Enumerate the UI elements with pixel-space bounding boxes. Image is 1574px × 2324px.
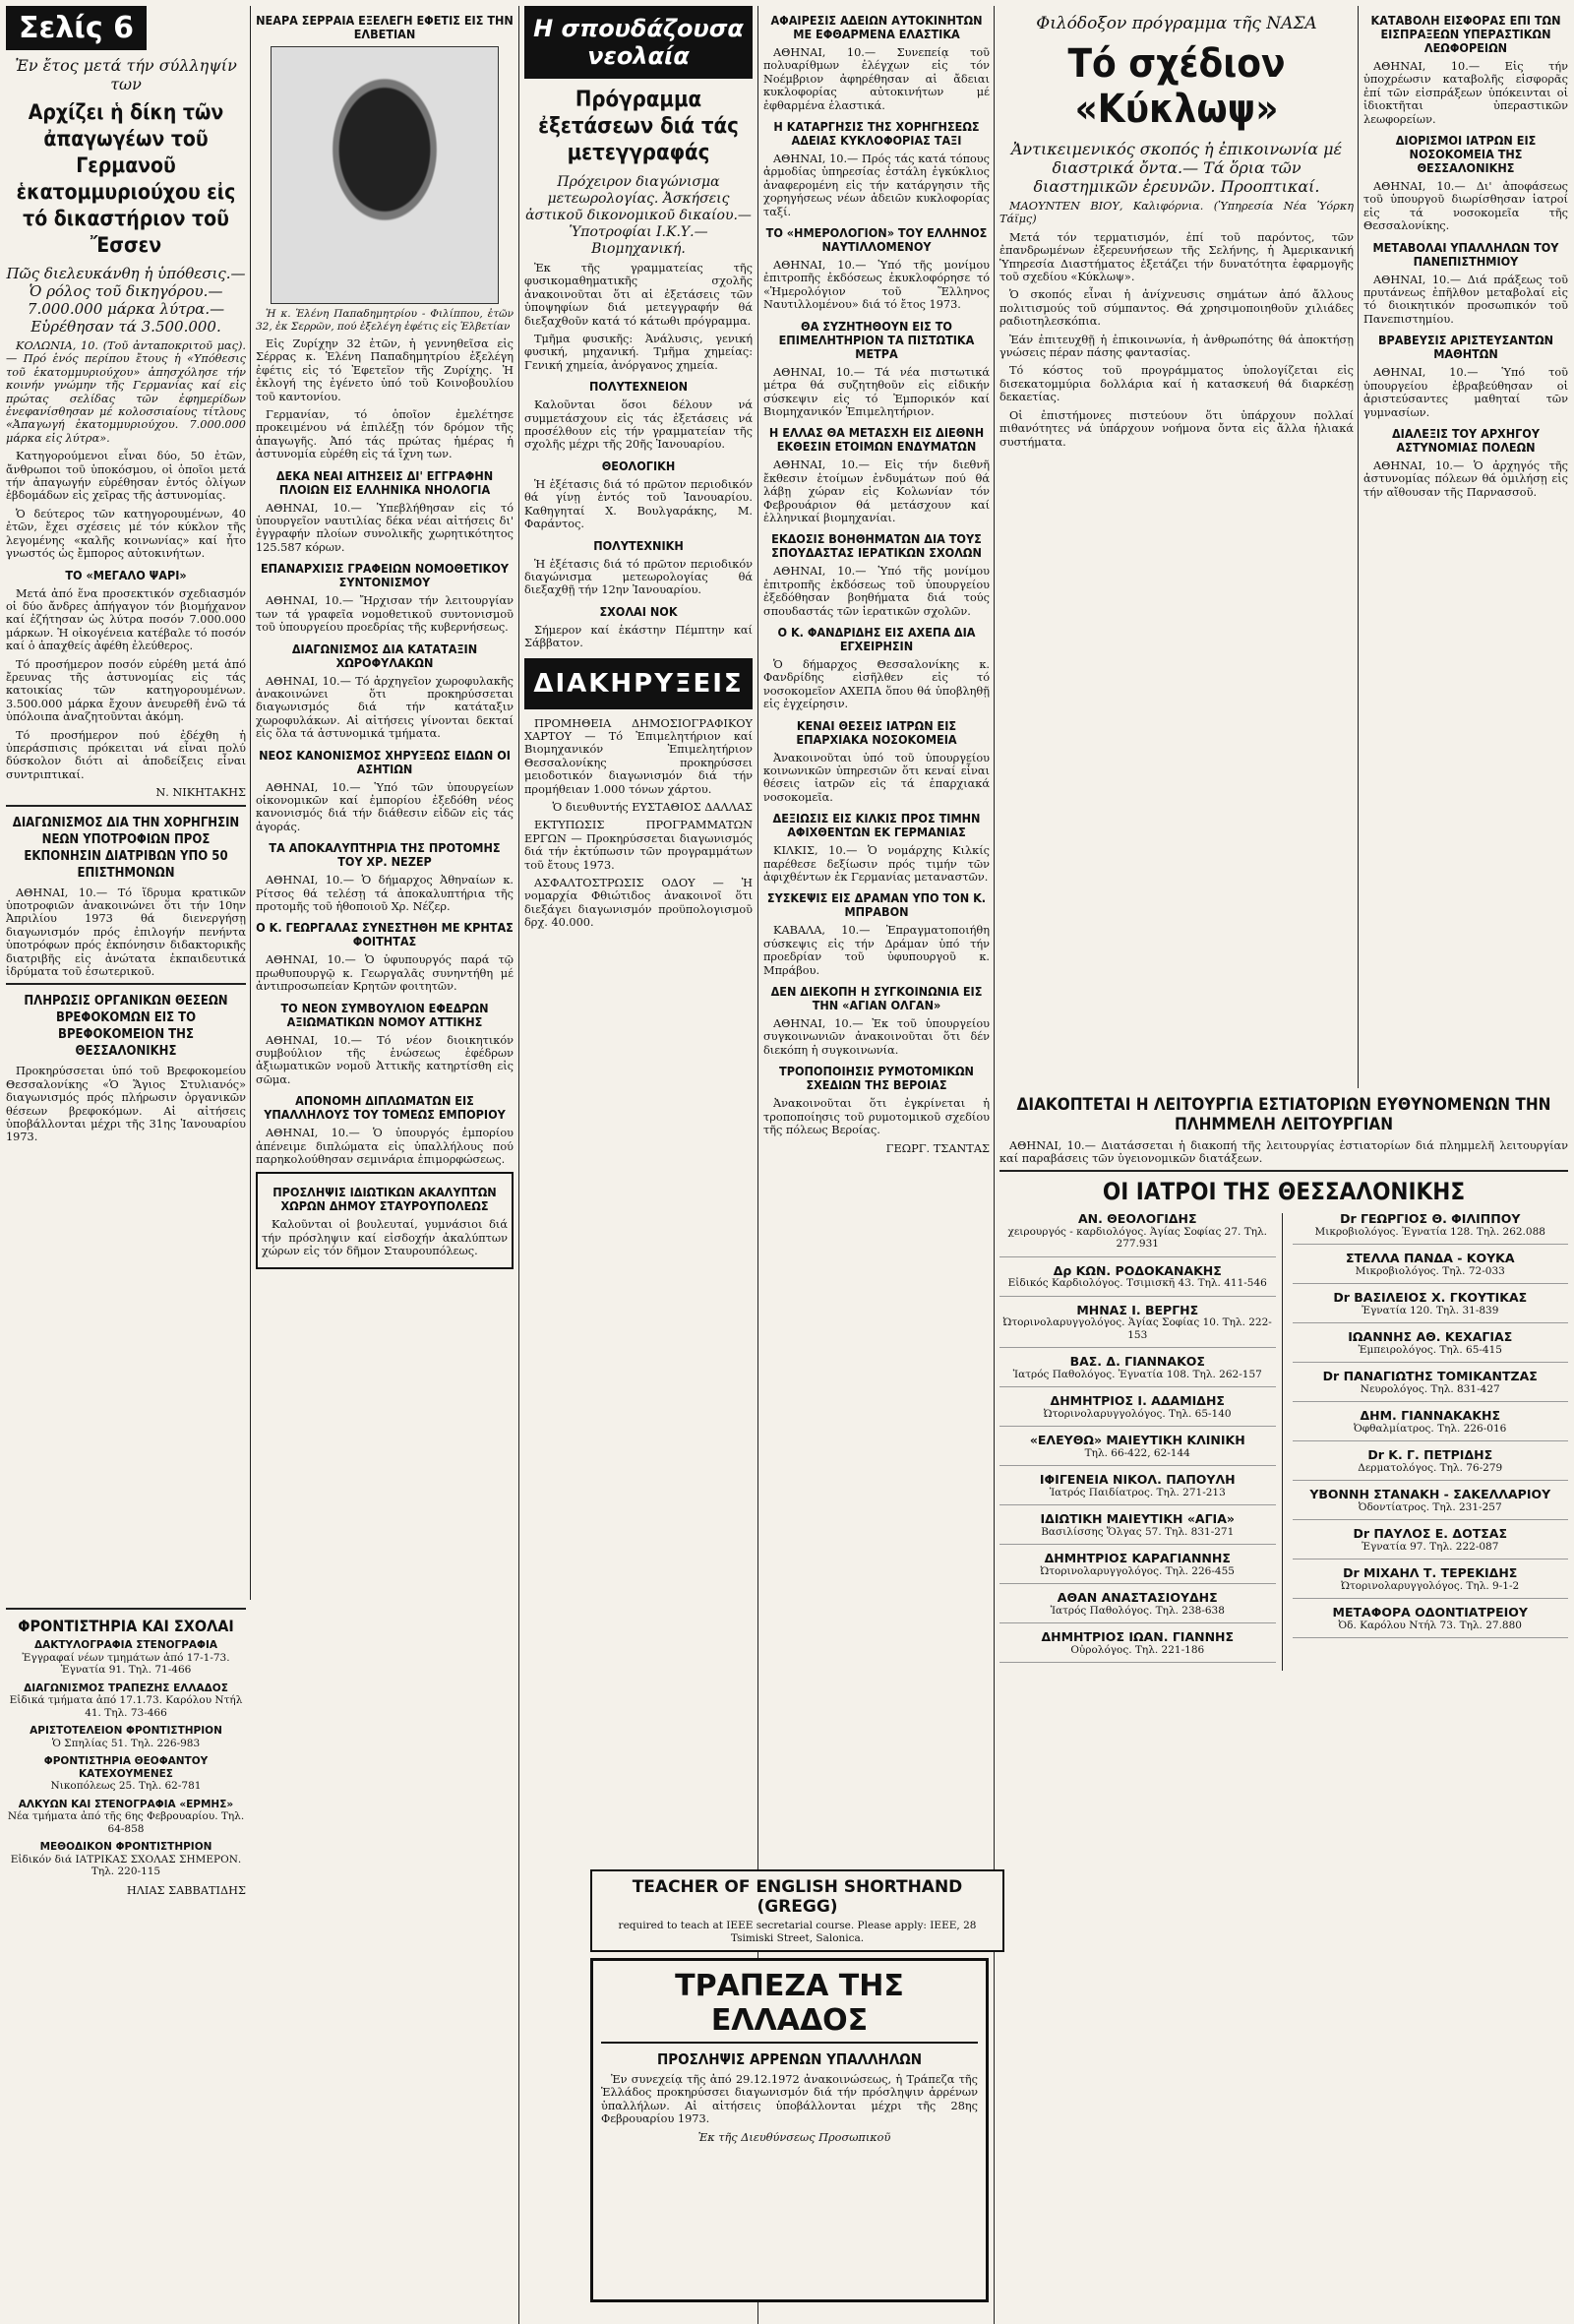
article-paragraph: Τό προσήμερον πού ἐδέχθη ἡ ὑπεράσπισις πρόκειται νά εἶναι πολύ δύσκολον διότι αἱ ἀποδείξεις εἶναι συντριπτικαί. (6, 728, 246, 781)
news-heading: ΤΟ ΝΕΟΝ ΣΥΜΒΟΥΛΙΟΝ ΕΦΕΔΡΩΝ ΑΞΙΩΜΑΤΙΚΩΝ ΝΟΜΟΥ ΑΤΤΙΚΗΣ (280, 1000, 489, 1029)
doctor-details: Ἰατρός Παθολόγος. Τηλ. 238-638 (1050, 1604, 1225, 1617)
news-heading: ΝΕΟΣ ΚΑΝΟΝΙΣΜΟΣ ΧΗΡΥΞΕΩΣ ΕΙΔΩΝ ΟΙ ΑΣΗΤΙΩΝ (259, 747, 511, 776)
doctor-listing (999, 1262, 1276, 1297)
news-paragraph: ΑΘΗΝΑΙ, 10.— Εἰς τήν ὑποχρέωσιν καταβολῆς εἰσφορᾶς ἐπί τῶν εἰσπράξεων ὑπόκεινται οἱ ἰδιοκτῆται ὑπεραστικῶν λεωφορείων. (1363, 60, 1568, 126)
doctor-details: Ὠτορινολαρυγγολόγος. Τηλ. 226-455 (1040, 1564, 1235, 1577)
news-heading: ΤΟ «ΗΜΕΡΟΛΟΓΙΟΝ» ΤΟΥ ΕΛΛΗΝΟΣ ΝΑΥΤΙΛΛΟΜΕΝΟΥ (765, 225, 988, 255)
doctor-details: Ὀφθαλμίατρος. Τηλ. 226-016 (1354, 1422, 1507, 1435)
doctor-name: Dr ΒΑΣΙΛΕΙΟΣ Χ. ΓΚΟΥΤΙΚΑΣ (1333, 1290, 1528, 1305)
column-6 (1363, 6, 1568, 1088)
article-paragraph: Ἐκ τῆς γραμματείας τῆς φυσικομαθηματικῆς σχολῆς ἀνακοινοῦται ὅτι αἱ ἐξετάσεις τῶν ὑποψηφίων διά μετεγγραφήν θά διεξαχθοῦν κατά τό κάτωθι πρόγραμμα. (524, 262, 753, 328)
doctor-name: ΔΗΜ. ΓΙΑΝΝΑΚΑΚΗΣ (1360, 1408, 1501, 1423)
article-byline: Ν. ΝΙΚΗΤΑΚΗΣ (155, 786, 246, 800)
article-headline: Αρχίζει ἡ δίκη τῶν ἀπαγωγέων τοῦ Γερμανοῦ ἑκατομμυριούχου εἰς τό δικαστήριον τοῦ Ἔσσεν (16, 100, 236, 257)
doctor-listing (1293, 1449, 1569, 1481)
school-ad: ΜΕΘΟΔΙΚΟΝ ΦΡΟΝΤΙΣΤΗΡΙΟΝ Εἰδικόν διά ΙΑΤΡΙΚΑΣ ΣΧΟΛΑΣ ΣΗΜΕΡΟΝ. Τηλ. 220-115 (10, 1841, 242, 1877)
article-paragraph: Οἱ ἐπιστήμονες πιστεύουν ὅτι ὑπάρχουν πολλαί πιθανότητες νά ὑπάρχουν νοήμονα ὄντα εἰς ἄλλα ἡλιακά συστήματα. (999, 408, 1354, 449)
doctor-listing (999, 1513, 1276, 1545)
doctor-listing (999, 1302, 1276, 1349)
doctor-details: Ὠτορινολαρυγγολόγος. Ἁγίας Σοφίας 10. Τηλ. 222-153 (1002, 1316, 1272, 1341)
news-heading: ΕΠΑΝΑΡΧΙΣΙΣ ΓΡΑΦΕΙΩΝ ΝΟΜΟΘΕΤΙΚΟΥ ΣΥΝΤΟΝΙΣΜΟΥ (260, 561, 510, 590)
doctor-details: Ἰατρός Παθολόγος. Ἐγνατία 108. Τηλ. 262-157 (1012, 1368, 1262, 1380)
news-heading: ΚΑΤΑΒΟΛΗ ΕΙΣΦΟΡΑΣ ΕΠΙ ΤΩΝ ΕΙΣΠΡΑΞΕΩΝ ΥΠΕΡΑΣΤΙΚΩΝ ΛΕΩΦΟΡΕΙΩΝ (1370, 13, 1561, 55)
article-paragraph: Σήμερον καί ἑκάστην Πέμπτην καί Σάββατον. (524, 623, 753, 650)
news-heading: Η ΚΑΤΑΡΓΗΣΙΣ ΤΗΣ ΧΟΡΗΓΗΣΕΩΣ ΑΔΕΙΑΣ ΚΥΚΛΟΦΟΡΙΑΣ ΤΑΞΙ (773, 119, 980, 149)
doctor-details: Νευρολόγος. Τηλ. 831-427 (1360, 1382, 1500, 1395)
school-ad: ΔΙΑΓΩΝΙΣΜΟΣ ΤΡΑΠΕΖΗΣ ΕΛΛΑΔΟΣ Εἰδικά τμήματα ἀπό 17.1.73. Καρόλου Ντήλ 41. Τηλ. 73-466 (9, 1682, 243, 1719)
doctor-listing (999, 1435, 1276, 1466)
news-paragraph: Γερμανίαν, τό ὁποῖον ἐμελέτησε προκειμένου νά ἐπιλέξῃ τόν δρόμον τῆς ἀπαγωγῆς. Ἀπό τάς πρώτας ἡμέρας ἡ ἀστυνομία εὑρέθη εἰς τά ἴχνη των. (256, 408, 514, 461)
article-subhead: Πῶς διελευκάνθη ἡ ὑπόθεσις.— Ὁ ρόλος τοῦ δικηγόρου.—7.000.000 μάρκα λύτρα.— Εὑρέθησαν τά 3.500.000. (6, 265, 246, 336)
article-byline: ΜΑΟΥΝΤΕΝ ΒΙΟΥ, Καλιφόρνια. (Ὑπηρεσία Νέα Ὑόρκη Τάϊμς) (999, 200, 1354, 226)
news-paragraph: ΑΘΗΝΑΙ, 10.— Δι' ἀποφάσεως τοῦ ὑπουργοῦ διωρίσθησαν ἰατροί εἰς τά νοσοκομεῖα τῆς Θεσσαλονίκης. (1363, 180, 1568, 233)
doctor-details: Ἐγνατία 97. Τηλ. 222-087 (1362, 1540, 1499, 1553)
notice-box (256, 1172, 514, 1268)
news-paragraph: Ὁ δήμαρχος Θεσσαλονίκης κ. Φανδρίδης εἰσῆλθεν εἰς τό νοσοκομεῖον ΑΧΕΠΑ ὅπου θά ὑποβληθῇ εἰς ἐγχείρησιν. (763, 657, 990, 711)
divider (999, 1170, 1568, 1172)
doctors-list-right (1293, 1213, 1569, 1671)
announcements-banner: ΔΙΑΚΗΡΥΞΕΙΣ (524, 658, 753, 709)
news-heading: ΔΙΟΡΙΣΜΟΙ ΙΑΤΡΩΝ ΕΙΣ ΝΟΣΟΚΟΜΕΙΑ ΤΗΣ ΘΕΣΣΑΛΟΝΙΚΗΣ (1395, 133, 1537, 176)
doctor-details: Εἰδικός Καρδιολόγος. Τσιμισκῆ 43. Τηλ. 411-546 (1007, 1277, 1267, 1289)
news-paragraph: ΑΘΗΝΑΙ, 10.— Διά πράξεως τοῦ πρυτάνεως ἐπῆλθον μεταβολαί εἰς τό διοικητικόν προσωπικόν τοῦ Πανεπιστημίου. (1363, 273, 1568, 326)
doctor-listing (999, 1553, 1276, 1584)
doctor-name: ΔΗΜΗΤΡΙΟΣ Ι. ΑΔΑΜΙΔΗΣ (1050, 1393, 1225, 1408)
doctor-name: ΜΗΝΑΣ Ι. ΒΕΡΓΗΣ (1076, 1302, 1199, 1317)
news-paragraph: ΑΘΗΝΑΙ, 10.— Πρός τάς κατά τόπους ἀρμοδίας ὑπηρεσίας ἐστάλη ἐγκύκλιος ἀναφερομένη εἰς τήν κατάργησιν τῆς χορηγήσεως νέων ἀδειῶν κυκλοφορίας ταξί. (763, 153, 990, 218)
doctor-details: Ὀδοντίατρος. Τηλ. 231-257 (1358, 1500, 1502, 1513)
news-heading: ΣΥΣΚΕΨΙΣ ΕΙΣ ΔΡΑΜΑΝ ΥΠΟ ΤΟΝ Κ. ΜΠΡΑΒΟΝ (766, 890, 987, 920)
doctor-name: Dr ΠΑΝΑΓΙΩΤΗΣ ΤΟΜΙΚΑΝΤΖΑΣ (1322, 1369, 1538, 1383)
announcement: ΠΡΟΜΗΘΕΙΑ ΔΗΜΟΣΙΟΓΡΑΦΙΚΟΥ ΧΑΡΤΟΥ — Τό Ἐπιμελητήριον καί Βιομηχανικόν Ἐπιμελητήριον Θεσσαλονίκης προκηρύσσει μειοδοτικόν διαγωνισμόν διά τήν προμήθειαν 1.000 τόνων χάρτου. (524, 716, 753, 796)
school-ad: ΦΡΟΝΤΙΣΤΗΡΙΑ ΘΕΟΦΑΝΤΟΥ ΚΑΤΕΧΟΥΜΕΝΕΣ Νικοπόλεως 25. Τηλ. 62-781 (43, 1755, 209, 1792)
doctor-details: Μικροβιολόγος. Τηλ. 72-033 (1355, 1264, 1505, 1277)
news-heading: Ο Κ. ΓΕΩΡΓΑΛΑΣ ΣΥΝΕΣΤΗΘΗ ΜΕ ΚΡΗΤΑΣ ΦΟΙΤΗΤΑΣ (256, 920, 514, 949)
column-2 (256, 6, 514, 2324)
article-paragraph: Ὁ δεύτερος τῶν κατηγορουμένων, 40 ἐτῶν, ἔχει σχέσεις μέ τόν κύκλον τῆς λεγομένης «καλῆς κοινωνίας» καί ἦτο γνωστός ὡς ἔμπορος αὐτοκινήτων. (6, 507, 246, 561)
doctor-name: Dr ΓΕΩΡΓΙΟΣ Θ. ΦΙΛΙΠΠΟΥ (1340, 1211, 1521, 1226)
news-paragraph: Καλοῦνται οἱ βουλευταί, γυμνάσιοι διά τήν πρόσληψιν καί εἰσδοχήν ἀκαλύπτων χώρων εἰς τόν δῆμον Σταυρουπόλεως. (262, 1218, 508, 1258)
news-heading: ΔΙΑΚΟΠΤΕΤΑΙ Η ΛΕΙΤΟΥΡΓΙΑ ΕΣΤΙΑΤΟΡΙΩΝ ΕΥΘΥΝΟΜΕΝΩΝ ΤΗΝ ΠΛΗΜΜΕΛΗ ΛΕΙΤΟΥΡΓΙΑΝ (1016, 1095, 1551, 1134)
column-rule (250, 6, 251, 1600)
news-paragraph: ΑΘΗΝΑΙ, 10.— Διατάσσεται ἡ διακοπή τῆς λειτουργίας ἑστιατορίων διά πλημμελῆ λειτουργίαν καί παραβάσεις τῶν ὑγειονομικῶν διατάξεων. (999, 1139, 1568, 1166)
doctor-listing (999, 1213, 1276, 1257)
doctor-name: ΔΗΜΗΤΡΙΟΣ ΙΩΑΝ. ΓΙΑΝΝΗΣ (1041, 1629, 1235, 1644)
divider (6, 805, 246, 807)
school-ad: ΔΑΚΤΥΛΟΓΡΑΦΙΑ ΣΤΕΝΟΓΡΑΦΙΑ Ἐγγραφαί νέων τμημάτων ἀπό 17-1-73. Ἐγνατία 91. Τηλ. 71-466 (22, 1639, 230, 1676)
doctor-name: Δρ ΚΩΝ. ΡΟΔΟΚΑΝΑΚΗΣ (1053, 1262, 1222, 1278)
doctor-details: Ὀδ. Καρόλου Ντήλ 73. Τηλ. 27.880 (1338, 1619, 1522, 1631)
directory-title: ΟΙ ΙΑΤΡΟΙ ΤΗΣ ΘΕΣΣΑΛΟΝΙΚΗΣ (1102, 1178, 1466, 1205)
bank-sign: Ἐκ τῆς Διευθύνσεως Προσωπικοῦ (697, 2130, 891, 2144)
doctor-name: ΣΤΕΛΛΑ ΠΑΝΔΑ - ΚΟΥΚΑ (1345, 1251, 1515, 1265)
news-paragraph: ΑΘΗΝΑΙ, 10.— Εἰς τήν διεθνῆ ἔκθεσιν ἑτοίμων ἐνδυμάτων πού θά λάβῃ χώραν εἰς Κολωνίαν τόν Φεβρουάριον θά μετάσχουν καί ἑλληνικαί βιομηχανίαι. (763, 459, 990, 524)
doctor-name: Dr Κ. Γ. ΠΕΤΡΙΔΗΣ (1367, 1447, 1493, 1462)
doctor-name: ΔΗΜΗΤΡΙΟΣ ΚΑΡΑΓΙΑΝΝΗΣ (1044, 1551, 1231, 1565)
doctor-details: Οὐρολόγος. Τηλ. 221-186 (1070, 1643, 1205, 1656)
news-paragraph: ΑΘΗΝΑΙ, 10.— Τό νέον διοικητικόν συμβούλιον τῆς ἑνώσεως ἐφέδρων ἀξιωματικῶν νομοῦ Ἀττικῆς κατηρτίσθη εἰς σῶμα. (256, 1033, 514, 1086)
news-paragraph: ΑΘΗΝΑΙ, 10.— Ὑπό τοῦ ὑπουργείου ἐβραβεύθησαν οἱ ἀριστεύσαντες μαθηταί τῶν γυμνασίων. (1363, 366, 1568, 419)
announcement: ΑΣΦΑΛΤΟΣΤΡΩΣΙΣ ΟΔΟΥ — Ἡ νομαρχία Φθιώτιδος ἀνακοινοῖ ὅτι διεξάγει διαγωνισμόν προϋπολογισμοῦ δρχ. 40.000. (524, 877, 753, 930)
news-heading: Ο Κ. ΦΑΝΔΡΙΔΗΣ ΕΙΣ ΑΧΕΠΑ ΔΙΑ ΕΓΧΕΙΡΗΣΙΝ (777, 624, 976, 653)
section-heading: ΣΧΟΛΑΙ ΝΟΚ (599, 603, 678, 619)
section-banner: Η σπουδάζουσα νεολαία (524, 6, 753, 79)
doctor-name: ΙΔΙΩΤΙΚΗ ΜΑΙΕΥΤΙΚΗ «ΑΓΙΑ» (1040, 1511, 1235, 1526)
doctors-directory (999, 1166, 1568, 2317)
news-heading: ΑΠΟΝΟΜΗ ΔΙΠΛΩΜΑΤΩΝ ΕΙΣ ΥΠΑΛΛΗΛΟΥΣ ΤΟΥ ΤΟΜΕΩΣ ΕΜΠΟΡΙΟΥ (264, 1093, 506, 1123)
article-paragraph: Μετά ἀπό ἕνα προσεκτικόν σχεδιασμόν οἱ δύο ἄνδρες ἀπήγαγον τόν βιομήχανον καί ἐζήτησαν ὡς λύτρα ποσόν 7.000.000 μάρκων. Ἡ οἰκογένεια κατέβαλε τό ποσόν καί ὁ ἀπαχθείς ἀφέθη ἐλεύθερος. (6, 586, 246, 653)
announcement-sign: Ὁ διευθυντής ΕΥΣΤΑΘΙΟΣ ΔΑΛΛΑΣ (552, 800, 753, 814)
announcement: ΕΚΤΥΠΩΣΙΣ ΠΡΟΓΡΑΜΜΑΤΩΝ ΕΡΓΩΝ — Προκηρύσσεται διαγωνισμός διά τήν ἐκτύπωσιν τῶν προγραμμάτων τοῦ ἔτους 1973. (524, 819, 753, 872)
article-paragraph: Ἐάν ἐπιτευχθῇ ἡ ἐπικοινωνία, ἡ ἀνθρωπότης θά ἀποκτήσῃ γνώσεις πέραν πάσης φαντασίας. (999, 333, 1354, 360)
ad-title: TEACHER OF ENGLISH SHORTHAND (GREGG) (632, 1877, 963, 1917)
article-subhead: Ἀντικειμενικός σκοπός ἡ ἐπικοινωνία μέ διαστρικά ὄντα.— Τά ὅρια τῶν διαστημικῶν ἐρευνῶν. Προοπτικαί. (1010, 140, 1343, 196)
ad-text: required to teach at IEEE secretarial course. Please apply: IEEE, 28 Tsimiski Street, Salonica. (618, 1920, 977, 1944)
news-heading: ΕΚΔΟΣΙΣ ΒΟΗΘΗΜΑΤΩΝ ΔΙΑ ΤΟΥΣ ΣΠΟΥΔΑΣΤΑΣ ΙΕΡΑΤΙΚΩΝ ΣΧΟΛΩΝ (771, 531, 982, 561)
article-headline: Τό σχέδιον «Κύκλωψ» (1067, 41, 1286, 132)
article-headline: Πρόγραμμα ἐξετάσεων διά τάς μετεγγραφάς (538, 88, 739, 165)
doctor-details: Ὠτορινολαρυγγολόγος. Τηλ. 9-1-2 (1341, 1579, 1520, 1592)
page-number: Σελίς 6 (6, 6, 147, 50)
news-paragraph: ΑΘΗΝΑΙ, 10.— Ὑπό τῆς μονίμου ἐπιτροπῆς ἐκδόσεως ἐκυκλοφόρησε τό «Ἡμερολόγιον τοῦ Ἕλληνος Ναυτιλλομένου» διά τό ἔτος 1973. (763, 259, 990, 312)
divider (6, 983, 246, 985)
news-paragraph: ΚΙΛΚΙΣ, 10.— Ὁ νομάρχης Κιλκίς παρέθεσε δεξίωσιν πρός τιμήν τῶν ἀφιχθέντων ἐκ Γερμανίας μεταναστῶν. (763, 844, 990, 885)
bank-subtitle: ΠΡΟΣΛΗΨΙΣ ΑΡΡΕΝΩΝ ΥΠΑΛΛΗΛΩΝ (656, 2050, 923, 2068)
doctor-details: Ἰατρός Παιδίατρος. Τηλ. 271-213 (1049, 1486, 1226, 1498)
news-heading: Η ΕΛΛΑΣ ΘΑ ΜΕΤΑΣΧΗ ΕΙΣ ΔΙΕΘΝΗ ΕΚΘΕΣΙΝ ΕΤΟΙΜΩΝ ΕΝΔΥΜΑΤΩΝ (768, 425, 985, 455)
article-paragraph: Κατηγορούμενοι εἶναι δύο, 50 ἐτῶν, ἄνθρωποι τοῦ ὑποκόσμου, οἱ ὁποῖοι μετά τήν ἀπαγωγήν εὑρέθησαν ἐντός ὀλίγων ἑβδομάδων εἰς χεῖρας τῆς ἀστυνομίας. (6, 450, 246, 503)
article-paragraph: Τό προσήμερον ποσόν εὑρέθη μετά ἀπό ἔρευνας τῆς ἀστυνομίας εἰς τάς κατοικίας τῶν κατηγορουμένων. 3.500.000 μάρκα ἔχουν ἀνευρεθῆ ἐνῶ τά ὑπόλοιπα ἀναζητοῦνται ἀκόμη. (6, 657, 246, 724)
article-paragraph: Ἡ ἐξέτασις διά τό πρῶτον περιοδικόν διαγώνισμα μετεωρολογίας θά διεξαχθῇ τήν 12ην Ἰανουαρίου. (524, 557, 753, 597)
news-paragraph: ΑΘΗΝΑΙ, 10.— Συνεπείᾳ τοῦ πολυαρίθμων ἐλέγχων εἰς τόν Νοέμβριον ἀφηρέθησαν αἱ ἄδειαι κυκλοφορίας αὐτοκινήτων μέ ἐφθαρμένα ἐλαστικά. (763, 46, 990, 112)
doctor-listing (999, 1474, 1276, 1505)
news-paragraph: Προκηρύσσεται ὑπό τοῦ Βρεφοκομείου Θεσσαλονίκης «Ὁ Ἅγιος Στυλιανός» διαγωνισμός πρός πλήρωσιν ὀργανικῶν θέσεων βρεφοκόμων. Αἱ αἰτήσεις ὑποβάλλονται μέχρι τῆς 31ης Ἰανουαρίου 1973. (6, 1065, 246, 1144)
news-heading: ΤΡΟΠΟΠΟΙΗΣΙΣ ΡΥΜΟΤΟΜΙΚΩΝ ΣΧΕΔΙΩΝ ΤΗΣ ΒΕΡΟΙΑΣ (779, 1064, 974, 1093)
news-heading: ΚΕΝΑΙ ΘΕΣΕΙΣ ΙΑΤΡΩΝ ΕΙΣ ΕΠΑΡΧΙΑΚΑ ΝΟΣΟΚΟΜΕΙΑ (796, 717, 957, 747)
column-4 (763, 6, 990, 1659)
article-lead: ΚΟΛΩΝΙΑ, 10. (Τοῦ ἀνταποκριτοῦ μας).— Πρό ἑνός περίπου ἔτους ἡ «Υπόθεσις τοῦ ἑκατομμυριούχου» ἀπησχόλησε τήν κοινήν γνώμην τῆς Γερμανίας καί εἰς πρώτας σελίδας τῶν ἐφημερίδων ἐνεφανίσθησαν μέ κολοσσιαίους τίτλους «Ἀπαγωγή ἑκατομμυριούχου. 7.000.000 μάρκα εἰς λύτρα». (6, 339, 246, 445)
column-rule (518, 6, 519, 2324)
news-heading: ΒΡΑΒΕΥΣΙΣ ΑΡΙΣΤΕΥΣΑΝΤΩΝ ΜΑΘΗΤΩΝ (1377, 333, 1554, 362)
doctor-name: ΙΩΑΝΝΗΣ ΑΘ. ΚΕΧΑΓΙΑΣ (1348, 1329, 1513, 1344)
school-ad: ΑΡΙΣΤΟΤΕΛΕΙΟΝ ΦΡΟΝΤΙΣΤΗΡΙΟΝ Ὁ Σπηλίας 51. Τηλ. 226-983 (30, 1725, 222, 1749)
news-paragraph: ΑΘΗΝΑΙ, 10.— Ὁ δήμαρχος Ἀθηναίων κ. Ρίτσος θά τελέσῃ τά ἀποκαλυπτήρια τῆς προτομῆς τοῦ ἡθοποιοῦ Χρ. Νέζερ. (256, 874, 514, 913)
column-1 (6, 6, 246, 1600)
news-heading: ΘΑ ΣΥΖΗΤΗΘΟΥΝ ΕΙΣ ΤΟ ΕΠΙΜΕΛΗΤΗΡΙΟΝ ΤΑ ΠΙΣΤΩΤΙΚΑ ΜΕΤΡΑ (778, 318, 975, 361)
doctor-details: Ὠτορινολαρυγγολόγος. Τηλ. 65-140 (1043, 1407, 1232, 1420)
article-paragraph: Τμῆμα φυσικῆς: Ἀνάλυσις, γενική φυσική, μηχανική. Τμῆμα χημείας: Γενική χημεία, ἀνόργανος χημεία. (524, 333, 753, 372)
doctor-name: ΑΘΑΝ ΑΝΑΣΤΑΣΙΟΥΔΗΣ (1057, 1590, 1218, 1605)
article-paragraph: Καλοῦνται ὅσοι δέλουν νά συμμετάσχουν εἰς τάς ἐξετάσεις νά προσέλθουν εἰς τήν γραμματείαν τῆς σχολῆς μέχρι τῆς 20ῆς Ἰανουαρίου. (524, 398, 753, 452)
doctor-name: «ΕΛΕΥΘΩ» ΜΑΙΕΥΤΙΚΗ ΚΛΙΝΙΚΗ (1029, 1433, 1245, 1447)
column-rule (1358, 6, 1359, 1088)
news-paragraph: ΑΘΗΝΑΙ, 10.— Τά νέα πιστωτικά μέτρα θά συζητηθοῦν εἰς εἰδικήν σύσκεψιν εἰς τό Ἐμπορικόν καί Βιομηχανικόν Ἐπιμελητήριον. (763, 365, 990, 418)
doctor-listing (1293, 1528, 1569, 1560)
news-heading: ΠΡΟΣΛΗΨΙΣ ΙΔΙΩΤΙΚΩΝ ΑΚΑΛΥΠΤΩΝ ΧΩΡΩΝ ΔΗΜΟΥ ΣΤΑΥΡΟΥΠΟΛΕΩΣ (272, 1185, 497, 1214)
news-heading: ΔΕΞΙΩΣΙΣ ΕΙΣ ΚΙΛΚΙΣ ΠΡΟΣ ΤΙΜΗΝ ΑΦΙΧΘΕΝΤΩΝ ΕΚ ΓΕΡΜΑΝΙΑΣ (772, 811, 981, 840)
article-paragraph: Ὁ σκοπός εἶναι ἡ ἀνίχνευσις σημάτων ἀπό ἄλλους πολιτισμούς τοῦ σύμπαντος. Θά χρησιμοποιηθοῦν χιλιάδες ραδιοτηλεσκόπια. (999, 288, 1354, 329)
doctor-listing (1293, 1489, 1569, 1520)
signature: ΓΕΩΡΓ. ΤΣΑΝΤΑΣ (885, 1141, 990, 1155)
news-paragraph: ΑΘΗΝΑΙ, 10.— Ὁ ἀρχηγός τῆς ἀστυνομίας πόλεων θά ὁμιλήσῃ εἰς τήν αἴθουσαν τῆς Παρνασσοῦ. (1363, 459, 1568, 499)
doctor-name: ΒΑΣ. Δ. ΓΙΑΝΝΑΚΟΣ (1069, 1354, 1205, 1369)
news-paragraph: Ἀνακοινοῦται ὅτι ἐγκρίνεται ἡ τροποποίησις τοῦ ρυμοτομικοῦ σχεδίου τῆς πόλεως Βεροίας. (763, 1097, 990, 1137)
doctor-listing (999, 1356, 1276, 1387)
doctor-details: χειρουργός - καρδιολόγος. Ἀγίας Σοφίας 27. Τηλ. 277.931 (1007, 1225, 1267, 1250)
doctor-details: Μικροβιολόγος. Ἐγνατία 128. Τηλ. 262.088 (1314, 1225, 1545, 1238)
article-paragraph: Τό κόστος τοῦ προγράμματος ὑπολογίζεται εἰς δισεκατομμύρια δολλάρια καί ἡ κατασκευή θά διαρκέσῃ δεκαετίας. (999, 364, 1354, 404)
doctor-listing (1293, 1213, 1569, 1245)
column-5 (999, 6, 1354, 1088)
article-paragraph: Ἡ ἐξέτασις διά τό πρῶτον περιοδικόν θά γίνῃ ἐντός τοῦ Ἰανουαρίου. Καθηγηταί Χ. Βουλγαράκης, Μ. Φαράντος. (524, 477, 753, 531)
news-heading: ΔΕΚΑ ΝΕΑΙ ΑΙΤΗΣΕΙΣ ΔΙ' ΕΓΓΡΑΦΗΝ ΠΛΟΙΩΝ ΕΙΣ ΕΛΛΗΝΙΚΑ ΝΗΟΛΟΓΙΑ (275, 467, 494, 497)
english-teacher-ad (590, 1869, 1004, 1952)
school-ad: ΑΛΚΥΩΝ ΚΑΙ ΣΤΕΝΟΓΡΑΦΙΑ «ΕΡΜΗΣ» Νέα τμήματα ἀπό τῆς 6ης Φεβρουαρίου. Τηλ. 64-858 (7, 1798, 245, 1835)
news-paragraph: ΚΑΒΑΛΑ, 10.— Ἐπραγματοποιήθη σύσκεψις εἰς τήν Δράμαν ὑπό τήν προεδρίαν τοῦ ὑφυπουργοῦ κ. Μπράβου. (763, 924, 990, 977)
restaurants-article (999, 1087, 1568, 1171)
signature: ΗΛΙΑΣ ΣΑΒΒΑΤΙΔΗΣ (126, 1883, 246, 1897)
article-kicker: Φιλόδοξον πρόγραμμα τῆς ΝΑΣΑ (1036, 14, 1317, 33)
bank-ad (590, 1958, 989, 2302)
news-heading: ΔΙΑΓΩΝΙΣΜΟΣ ΔΙΑ ΚΑΤΑΤΑΞΙΝ ΧΩΡΟΦΥΛΑΚΩΝ (291, 641, 478, 670)
column-rule (994, 6, 995, 2324)
news-paragraph: ΑΘΗΝΑΙ, 10.— Ὁ ὑφυπουργός παρά τῷ πρωθυπουργῷ κ. Γεωργαλᾶς συνηντήθη μέ ἀντιπροσωπείαν Κρητῶν φοιτητῶν. (256, 953, 514, 994)
doctor-listing (999, 1395, 1276, 1427)
photo-heading: ΝΕΑΡΑ ΣΕΡΡΑΙΑ ΕΞΕΛΕΓΗ ΕΦΕΤΙΣ ΕΙΣ ΤΗΝ ΕΛΒΕΤΙΑΝ (256, 13, 514, 41)
news-heading: ΔΙΑΓΩΝΙΣΜΟΣ ΔΙΑ ΤΗΝ ΧΟΡΗΓΗΣΙΝ ΝΕΩΝ ΥΠΟΤΡΟΦΙΩΝ ΠΡΟΣ ΕΚΠΟΝΗΣΙΝ ΔΙΑΤΡΙΒΩΝ ΥΠΟ 50 ΕΠΙΣΤΗΜΟΝΩΝ (12, 815, 240, 881)
schools-section (6, 1604, 246, 2318)
doctor-listing (1293, 1331, 1569, 1363)
doctor-name: ΜΕΤΑΦΟΡΑ ΟΔΟΝΤΙΑΤΡΕΙΟΥ (1332, 1605, 1528, 1620)
doctors-list-left (999, 1213, 1283, 1671)
section-heading: ΤΟ «ΜΕΓΑΛΟ ΨΑΡΙ» (65, 567, 187, 582)
bank-title: ΤΡΑΠΕΖΑ ΤΗΣ ΕΛΛΑΔΟΣ (601, 1969, 978, 2044)
news-paragraph: ΑΘΗΝΑΙ, 10.— Ὑπεβλήθησαν εἰς τό ὑπουργεῖον ναυτιλίας δέκα νέαι αἰτήσεις δι' ἐγγραφήν πλοίων συνολικῆς χωρητικότητος 125.587 κόρων. (256, 501, 514, 554)
doctor-details: Ἐγνατία 120. Τηλ. 31-839 (1362, 1304, 1499, 1316)
news-paragraph: ΑΘΗΝΑΙ, 10.— Τό ἵδρυμα κρατικῶν ὑποτροφιῶν ἀνακοινώνει ὅτι τήν 10ην Ἀπριλίου 1973 θά διενεργήσῃ διαγωνισμόν πρός ἐπιλογήν πενήντα ὑποτρόφων πρός ἐκπόνησιν διδακτορικῆς διατριβῆς εἰς ἀνώτατα ἐκπαιδευτικά ἱδρύματα τοῦ ἐσωτερικοῦ. (6, 886, 246, 979)
section-heading: ΘΕΟΛΟΓΙΚΗ (601, 458, 676, 473)
news-heading: ΤΑ ΑΠΟΚΑΛΥΠΤΗΡΙΑ ΤΗΣ ΠΡΟΤΟΜΗΣ ΤΟΥ ΧΡ. ΝΕΖΕΡ (269, 840, 501, 870)
news-heading: ΜΕΤΑΒΟΛΑΙ ΥΠΑΛΛΗΛΩΝ ΤΟΥ ΠΑΝΕΠΙΣΤΗΜΙΟΥ (1372, 239, 1559, 269)
news-paragraph: ΑΘΗΝΑΙ, 10.— Ὑπό τῶν ὑπουργείων οἰκονομικῶν καί ἐμπορίου ἐξεδόθη νέος κανονισμός διά τήν διάθεσιν εἰδῶν εἰς τάς ἀγοράς. (256, 780, 514, 833)
article-subhead: Πρόχειρον διαγώνισμα μετεωρολογίας. Ἀσκήσεις ἀστικοῦ δικονομικοῦ δικαίου.— Ὑποτροφίαι Ι.Κ.Υ.— Βιομηχανική. (525, 174, 752, 257)
doctor-details: Τηλ. 66-422, 62-144 (1084, 1446, 1190, 1459)
divider (6, 1608, 246, 1610)
news-paragraph: ΑΘΗΝΑΙ, 10.— Τό ἀρχηγεῖον χωροφυλακῆς ἀνακοινώνει ὅτι προκηρύσσεται διαγωνισμός διά τήν κατάταξιν χωροφυλάκων. Αἱ αἰτήσεις γίνονται δεκταί εἰς ὅλα τά ἀστυνομικά τμήματα. (256, 674, 514, 741)
section-heading: ΦΡΟΝΤΙΣΤΗΡΙΑ ΚΑΙ ΣΧΟΛΑΙ (18, 1617, 234, 1635)
article-kicker: Ἐν ἔτος μετά τήν σύλληψίν των (15, 56, 237, 93)
news-heading: ΔΕΝ ΔΙΕΚΟΠΗ Η ΣΥΓΚΟΙΝΩΝΙΑ ΕΙΣ ΤΗΝ «ΑΓΙΑΝ ΟΛΓΑΝ» (770, 984, 983, 1013)
doctor-name: Dr ΜΙΧΑΗΛ Τ. ΤΕΡΕΚΙΔΗΣ (1343, 1565, 1518, 1580)
doctor-details: Ἐμπειρολόγος. Τηλ. 65-415 (1358, 1343, 1502, 1356)
bank-text: Ἐν συνεχείᾳ τῆς ἀπό 29.12.1972 ἀνακοινώσεως, ἡ Τράπεζα τῆς Ἑλλάδος προκηρύσσει διαγωνισμόν διά τήν πρόσληψιν ἀρρένων ὑπαλλήλων. Αἱ αἰτήσεις ὑποβάλλονται μέχρι τῆς 28ης Φεβρουαρίου 1973. (601, 2073, 978, 2126)
doctor-listing (1293, 1607, 1569, 1638)
doctor-listing (1293, 1410, 1569, 1441)
doctor-listing (1293, 1567, 1569, 1599)
portrait-photo (271, 46, 499, 304)
doctor-name: Dr ΠΑΥΛΟΣ Ε. ΔΟΤΣΑΣ (1353, 1526, 1507, 1541)
doctor-details: Δερματολόγος. Τηλ. 76-279 (1358, 1461, 1503, 1474)
photo-caption: Ἡ κ. Ἑλένη Παπαδημητρίου - Φιλίππου, ἐτῶν 32, ἐκ Σερρῶν, πού ἐξελέγη ἐφέτις εἰς Ἑλβετίαν (256, 308, 514, 333)
section-heading: ΠΟΛΥΤΕΧΝΕΙΟΝ (588, 379, 689, 395)
article-paragraph: Μετά τόν τερματισμόν, ἐπί τοῦ παρόντος, τῶν ἐπανδρωμένων ἐξερευνήσεων τῆς Σελήνης, ἡ Ἀμερικανική Ὑπηρεσία Διαστήματος ἐξετάζει τήν δυνατότητα ἐφαρμογῆς τοῦ σχεδίου «Κύκλωψ». (999, 230, 1354, 284)
news-heading: ΔΙΑΛΕΞΙΣ ΤΟΥ ΑΡΧΗΓΟΥ ΑΣΤΥΝΟΜΙΑΣ ΠΟΛΕΩΝ (1391, 425, 1541, 455)
news-heading: ΑΦΑΙΡΕΣΙΣ ΑΔΕΙΩΝ ΑΥΤΟΚΙΝΗΤΩΝ ΜΕ ΕΦΘΑΡΜΕΝΑ ΕΛΑΣΤΙΚΑ (770, 13, 983, 41)
doctor-name: ΑΝ. ΘΕΟΛΟΓΙΔΗΣ (1077, 1211, 1197, 1226)
doctor-listing (1293, 1253, 1569, 1284)
doctor-name: ΙΦΙΓΕΝΕΙΑ ΝΙΚΟΛ. ΠΑΠΟΥΛΗ (1039, 1472, 1236, 1487)
doctor-name: ΥΒΟΝΝΗ ΣΤΑΝΑΚΗ - ΣΑΚΕΛΛΑΡΙΟΥ (1309, 1487, 1551, 1501)
news-paragraph: ΑΘΗΝΑΙ, 10.— Ὁ ὑπουργός ἐμπορίου ἀπένειμε διπλώματα εἰς ὑπαλλήλους πού παρηκολούθησαν σεμινάρια ἐπιμορφώσεως. (256, 1127, 514, 1167)
doctor-listing (1293, 1371, 1569, 1402)
doctor-listing (1293, 1292, 1569, 1323)
news-paragraph: ΑΘΗΝΑΙ, 10.— Ἤρχισαν τήν λειτουργίαν των τά γραφεῖα νομοθετικοῦ συντονισμοῦ τοῦ ὑπουργείου προεδρίας τῆς κυβερνήσεως. (256, 594, 514, 635)
doctor-listing (999, 1631, 1276, 1663)
doctor-listing (999, 1592, 1276, 1623)
news-heading: ΠΛΗΡΩΣΙΣ ΟΡΓΑΝΙΚΩΝ ΘΕΣΕΩΝ ΒΡΕΦΟΚΟΜΩΝ ΕΙΣ ΤΟ ΒΡΕΦΟΚΟΜΕΙΟΝ ΤΗΣ ΘΕΣΣΑΛΟΝΙΚΗΣ (24, 994, 228, 1060)
section-heading: ΠΟΛΥΤΕΧΝΙΚΗ (593, 537, 684, 553)
news-paragraph: ΑΘΗΝΑΙ, 10.— Ὑπό τῆς μονίμου ἐπιτροπῆς ἐκδόσεως τοῦ ὑπουργείου ἐξεδόθησαν βοηθήματα διά τούς σπουδαστάς τῶν ἱερατικῶν σχολῶν. (763, 565, 990, 618)
news-paragraph: ΑΘΗΝΑΙ, 10.— Ἐκ τοῦ ὑπουργείου συγκοινωνιῶν ἀνακοινοῦται ὅτι δέν διεκόπη ἡ συγκοινωνία. (763, 1017, 990, 1057)
news-paragraph: Ἀνακοινοῦται ὑπό τοῦ ὑπουργείου κοινωνικῶν ὑπηρεσιῶν ὅτι κεναί εἶναι θέσεις ἰατρῶν εἰς τά ἐπαρχιακά νοσοκομεῖα. (763, 751, 990, 804)
doctor-details: Βασιλίσσης Ὄλγας 57. Τηλ. 831-271 (1041, 1525, 1235, 1538)
news-paragraph: Εἰς Ζυρίχην 32 ἐτῶν, ἡ γεννηθεῖσα εἰς Σέρρας κ. Ἑλένη Παπαδημητρίου ἐξελέγη ἐφέτις εἰς τό Ἐφετεῖον τῆς Ζυρίχης. Ἡ ἐκλογή της ἐγένετο ὑπό τοῦ Κοινοβουλίου τοῦ καντονίου. (256, 337, 514, 403)
